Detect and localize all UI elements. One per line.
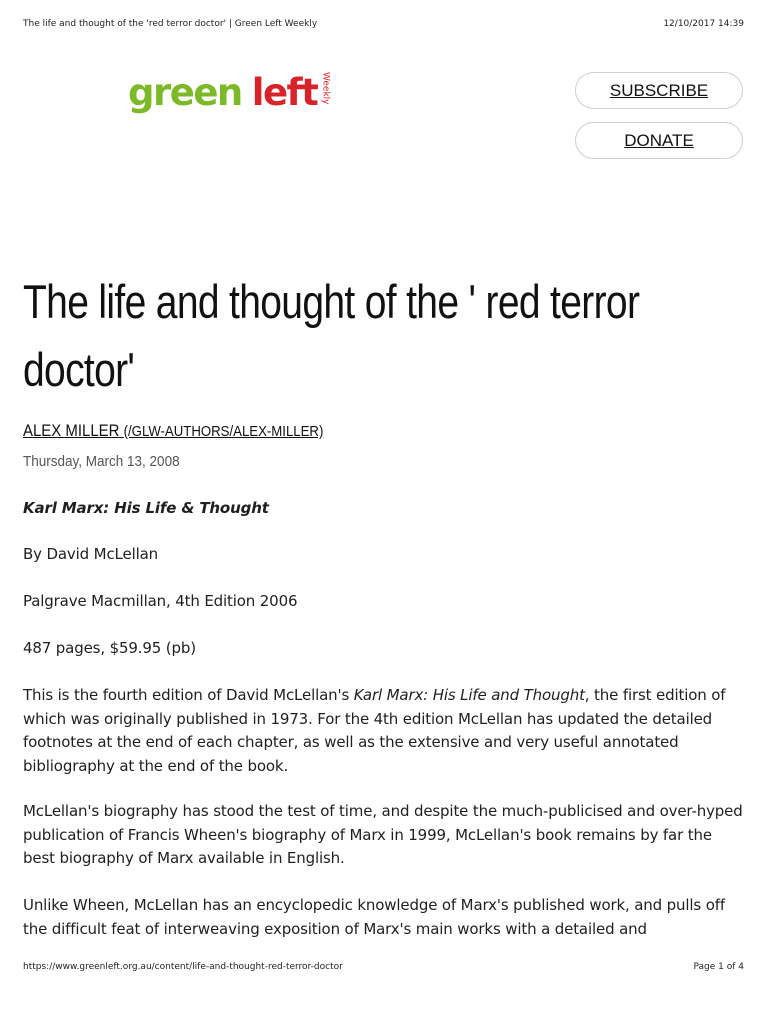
book-pages-price: 487 pages, $59.95 (pb) (23, 639, 196, 657)
publish-date: Thursday, March 13, 2008 (23, 453, 180, 470)
print-datetime: 12/10/2017 14:39 (663, 19, 744, 29)
green-left-weekly-logo[interactable] (128, 70, 330, 116)
author-link[interactable] (23, 421, 323, 441)
donate-button[interactable]: DONATE (575, 122, 743, 159)
print-url: https://www.greenleft.org.au/content/life-and-thought-red-terror-doctor (23, 962, 343, 972)
print-page-number: Page 1 of 4 (693, 962, 744, 972)
logo-word-weekly: Weekly (320, 72, 331, 105)
article-title: The life and thought of the ' red terror doctor' (23, 275, 640, 396)
paragraph-1 (23, 684, 745, 778)
book-title: Karl Marx: His Life & Thought (23, 499, 269, 517)
subscribe-button[interactable]: SUBSCRIBE (575, 72, 743, 109)
print-page-title: The life and thought of the 'red terror doctor' | Green Left Weekly (23, 19, 318, 29)
paragraph-1-book-title: Karl Marx: His Life and Thought (353, 686, 585, 704)
logo-word-left: left (251, 71, 318, 114)
paragraph-3: Unlike Wheen, McLellan has an encyclopedic knowledge of Marx's published work, and pulls off the difficult feat of interweaving exposition of Marx's main works with a detailed and (23, 896, 725, 938)
paragraph-1-start: This is the fourth edition of David McLellan's (23, 686, 354, 704)
paragraph-1-end: , the first edition of which was originally published in 1973. For the 4th edition McLellan has updated the detailed footnotes at the end of each chapter, as well as the extensive and very useful annotated bibliography at the end of the book. (23, 686, 726, 775)
book-author: By David McLellan (23, 545, 159, 563)
logo-word-green: green (128, 71, 242, 114)
print-footer (23, 962, 744, 972)
book-publisher: Palgrave Macmillan, 4th Edition 2006 (23, 592, 298, 610)
author-path: (/GLW-AUTHORS/ALEX-MILLER) (123, 423, 324, 440)
author-name: ALEX MILLER (23, 421, 120, 440)
print-header (23, 19, 744, 29)
paragraph-2: McLellan's biography has stood the test of time, and despite the much-publicised and over-hyped publication of Francis Wheen's biography of Marx in 1999, McLellan's book remains by far the best biography of Marx available in English. (23, 802, 743, 867)
